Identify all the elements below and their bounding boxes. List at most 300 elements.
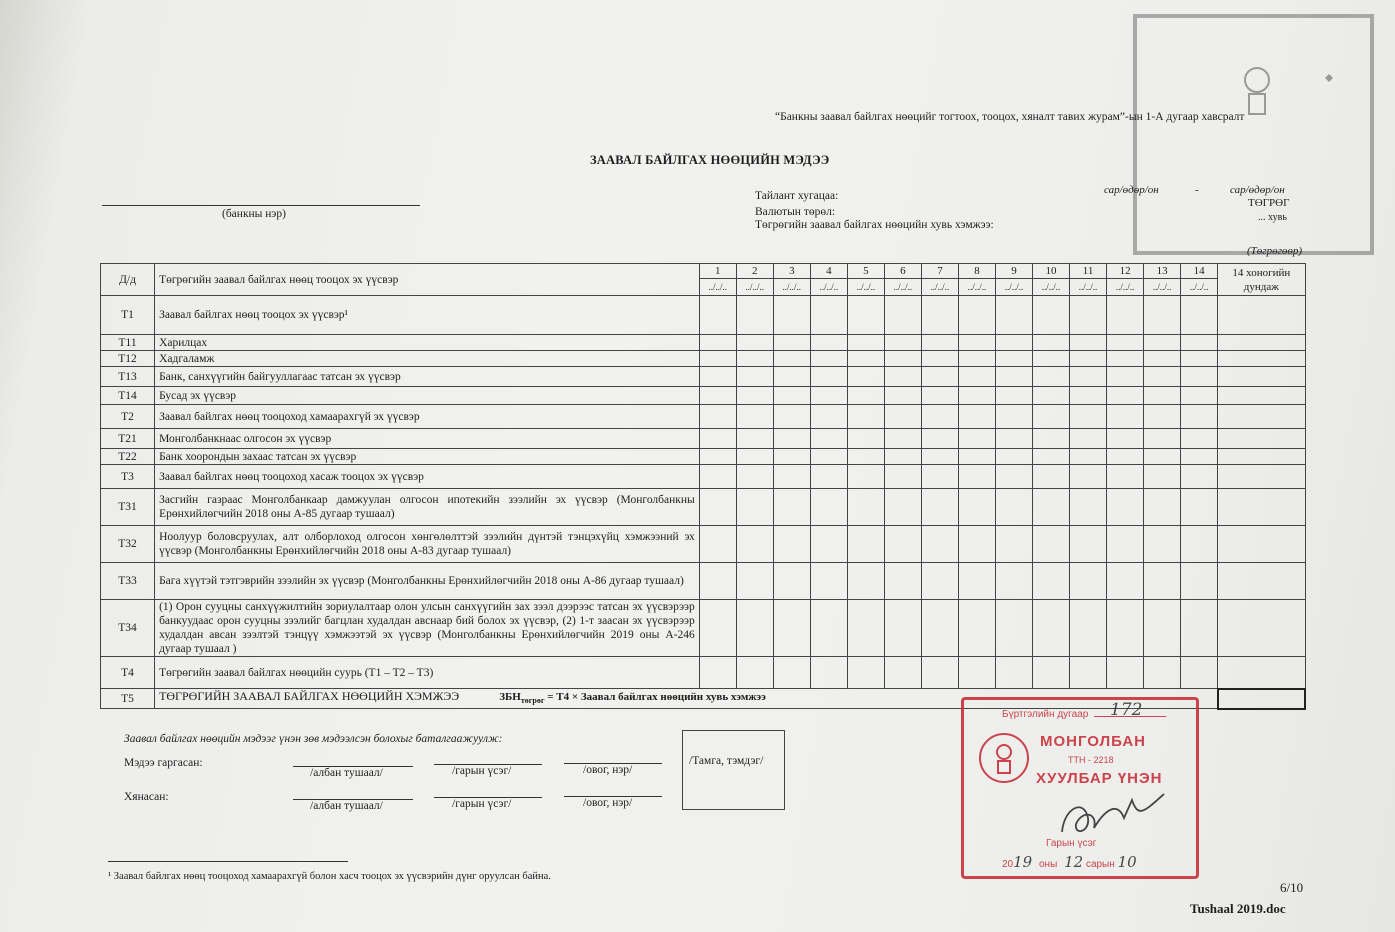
date-cell: ../../.. <box>810 279 847 296</box>
value-cell[interactable] <box>958 296 995 335</box>
value-cell[interactable] <box>1144 367 1181 387</box>
value-cell[interactable] <box>699 429 736 449</box>
value-cell[interactable] <box>699 387 736 405</box>
table-row <box>101 429 1306 449</box>
date-cell: ../../.. <box>1070 279 1107 296</box>
value-cell[interactable] <box>995 296 1032 335</box>
row-code: T34 <box>101 600 155 657</box>
emblem-icon <box>1137 18 1370 251</box>
value-cell[interactable] <box>958 489 995 526</box>
value-cell[interactable] <box>773 657 810 689</box>
value-cell[interactable] <box>1033 600 1070 657</box>
value-cell[interactable] <box>921 335 958 351</box>
value-cell[interactable] <box>810 657 847 689</box>
value-cell[interactable] <box>1033 367 1070 387</box>
value-cell[interactable] <box>1107 351 1144 367</box>
value-cell[interactable] <box>1107 489 1144 526</box>
value-cell[interactable] <box>773 563 810 600</box>
average-cell[interactable] <box>1218 449 1305 465</box>
day-header: 2 <box>736 264 773 279</box>
value-cell[interactable] <box>1107 387 1144 405</box>
value-cell[interactable] <box>958 335 995 351</box>
value-cell[interactable] <box>1181 600 1218 657</box>
value-cell[interactable] <box>1033 657 1070 689</box>
prepared-by-label: Мэдээ гаргасан: <box>124 757 203 769</box>
value-cell[interactable] <box>884 657 921 689</box>
value-cell[interactable] <box>884 489 921 526</box>
day-header: 4 <box>810 264 847 279</box>
value-cell[interactable] <box>1144 600 1181 657</box>
value-cell[interactable] <box>847 296 884 335</box>
value-cell[interactable] <box>699 367 736 387</box>
stamp-date: 2019 оны 12 сарын 10 <box>1002 853 1137 871</box>
reserve-table <box>100 263 1306 710</box>
value-cell[interactable] <box>884 405 921 429</box>
value-cell[interactable] <box>810 429 847 449</box>
prepared-name-caption: /овог, нэр/ <box>583 764 633 776</box>
value-cell[interactable] <box>773 600 810 657</box>
value-cell[interactable] <box>1181 449 1218 465</box>
value-cell[interactable] <box>921 296 958 335</box>
value-cell[interactable] <box>1033 429 1070 449</box>
value-cell[interactable] <box>1107 600 1144 657</box>
value-cell[interactable] <box>810 489 847 526</box>
value-cell[interactable] <box>1181 657 1218 689</box>
value-cell[interactable] <box>995 657 1032 689</box>
value-cell[interactable] <box>995 449 1032 465</box>
date-cell: ../../.. <box>1107 279 1144 296</box>
value-cell[interactable] <box>773 429 810 449</box>
date-cell: ../../.. <box>847 279 884 296</box>
row-label: Хадгаламж <box>155 351 700 367</box>
period-from: сар/өдөр/он <box>1104 184 1159 196</box>
day-header: 12 <box>1107 264 1144 279</box>
header-row-days <box>101 264 1306 279</box>
row-label: Заавал байлгах нөөц тооцох эх үүсвэр¹ <box>155 296 700 335</box>
value-cell[interactable] <box>995 351 1032 367</box>
table-row <box>101 351 1306 367</box>
total-title: ТӨГРӨГИЙН ЗААВАЛ БАЙЛГАХ НӨӨЦИЙН ХЭМЖЭЭ <box>159 689 460 703</box>
value-cell[interactable] <box>1033 465 1070 489</box>
day-header: 9 <box>995 264 1032 279</box>
value-cell[interactable] <box>1144 489 1181 526</box>
row-label: Ноолуур боловсруулах, алт олборлоход олгосон хөнгөлөлттэй зээлийн дүнтэй тэнцэхүйц хэмжээний эх үүсвэр (Монголбанкны Ерөнхийлөгчийн 2018 оны А-83 дугаар тушаал) <box>155 526 700 563</box>
value-cell[interactable] <box>736 429 773 449</box>
value-cell[interactable] <box>736 296 773 335</box>
value-cell[interactable] <box>847 405 884 429</box>
value-cell[interactable] <box>773 387 810 405</box>
row-label: Төгрөгийн заавал байлгах нөөцийн суурь (T1 – T2 – T3) <box>155 657 700 689</box>
value-cell[interactable] <box>995 405 1032 429</box>
value-cell[interactable] <box>810 563 847 600</box>
value-cell[interactable] <box>699 489 736 526</box>
value-cell[interactable] <box>736 449 773 465</box>
value-cell[interactable] <box>773 296 810 335</box>
value-cell[interactable] <box>884 563 921 600</box>
value-cell[interactable] <box>958 657 995 689</box>
value-cell[interactable] <box>1033 449 1070 465</box>
date-cell: ../../.. <box>736 279 773 296</box>
value-cell[interactable] <box>884 367 921 387</box>
value-cell[interactable] <box>995 600 1032 657</box>
value-cell[interactable] <box>699 335 736 351</box>
table-row <box>101 335 1306 351</box>
stamp-org-code: ТТН - 2218 <box>1068 755 1114 765</box>
value-cell[interactable] <box>995 429 1032 449</box>
row-code: T22 <box>101 449 155 465</box>
value-cell[interactable] <box>810 405 847 429</box>
value-cell[interactable] <box>1107 367 1144 387</box>
certified-copy-stamp <box>961 697 1199 879</box>
value-cell[interactable] <box>1144 351 1181 367</box>
value-cell[interactable] <box>1033 489 1070 526</box>
value-cell[interactable] <box>921 429 958 449</box>
average-cell[interactable] <box>1218 387 1305 405</box>
value-cell[interactable] <box>773 449 810 465</box>
value-cell[interactable] <box>1181 296 1218 335</box>
value-cell[interactable] <box>847 563 884 600</box>
value-cell[interactable] <box>958 563 995 600</box>
value-cell[interactable] <box>1107 335 1144 351</box>
value-cell[interactable] <box>810 296 847 335</box>
value-cell[interactable] <box>1181 526 1218 563</box>
value-cell[interactable] <box>1144 657 1181 689</box>
stamp-reg-label: Бүртгэлийн дугаар <box>1002 709 1089 720</box>
approved-by-label: Хянасан: <box>124 791 169 803</box>
average-cell[interactable] <box>1218 526 1305 563</box>
value-cell[interactable] <box>1070 600 1107 657</box>
date-cell: ../../.. <box>1181 279 1218 296</box>
average-cell[interactable] <box>1218 563 1305 600</box>
value-cell[interactable] <box>773 489 810 526</box>
value-cell[interactable] <box>921 600 958 657</box>
value-cell[interactable] <box>1181 405 1218 429</box>
value-cell[interactable] <box>1070 526 1107 563</box>
value-cell[interactable] <box>1033 563 1070 600</box>
average-cell[interactable] <box>1218 600 1305 657</box>
date-cell: ../../.. <box>699 279 736 296</box>
value-cell[interactable] <box>1107 429 1144 449</box>
value-cell[interactable] <box>995 563 1032 600</box>
table-row <box>101 296 1306 335</box>
average-cell[interactable] <box>1218 335 1305 351</box>
value-cell[interactable] <box>958 429 995 449</box>
value-cell[interactable] <box>884 296 921 335</box>
value-cell[interactable] <box>1070 335 1107 351</box>
date-cell: ../../.. <box>884 279 921 296</box>
value-cell[interactable] <box>995 526 1032 563</box>
value-cell[interactable] <box>736 405 773 429</box>
value-cell[interactable] <box>921 657 958 689</box>
total-formula: $ЗБН_{төгрөг} = T4$ × Заавал байлгах нөөцийн хувь хэмжээ <box>499 691 766 706</box>
value-cell[interactable] <box>1144 465 1181 489</box>
value-cell[interactable] <box>847 351 884 367</box>
bank-name-line <box>102 205 420 206</box>
day-header: 11 <box>1070 264 1107 279</box>
value-cell[interactable] <box>958 405 995 429</box>
value-cell[interactable] <box>921 405 958 429</box>
day-header: 10 <box>1033 264 1070 279</box>
value-cell[interactable] <box>1181 351 1218 367</box>
value-cell[interactable] <box>810 600 847 657</box>
date-cell: ../../.. <box>1144 279 1181 296</box>
value-cell[interactable] <box>736 465 773 489</box>
row-code: T3 <box>101 465 155 489</box>
stamp-certified-text: ХУУЛБАР ҮНЭН <box>1036 770 1163 787</box>
value-cell[interactable] <box>1070 563 1107 600</box>
value-cell[interactable] <box>847 465 884 489</box>
value-cell[interactable] <box>884 449 921 465</box>
table-row <box>101 465 1306 489</box>
row-code: T33 <box>101 563 155 600</box>
row-code: T21 <box>101 429 155 449</box>
value-cell[interactable] <box>1107 657 1144 689</box>
value-cell[interactable] <box>773 335 810 351</box>
value-cell[interactable] <box>699 526 736 563</box>
period-label: Тайлант хугацаа: <box>755 190 839 202</box>
average-cell[interactable] <box>1218 657 1305 689</box>
footnote: ¹ Заавал байлгах нөөц тооцоход хамаарахгүй болон хасч тооцох эх үүсвэрийн дүнг оруулсан байна. <box>108 871 551 882</box>
average-cell[interactable] <box>1218 429 1305 449</box>
value-cell[interactable] <box>958 351 995 367</box>
value-cell[interactable] <box>995 387 1032 405</box>
value-cell[interactable] <box>995 335 1032 351</box>
row-label: Бусад эх үүсвэр <box>155 387 700 405</box>
value-cell[interactable] <box>1070 351 1107 367</box>
value-cell[interactable] <box>1070 657 1107 689</box>
value-cell[interactable] <box>736 367 773 387</box>
row-label: Засгийн газраас Монголбанкаар дамжуулан олгосон ипотекийн зээлийн эх үүсвэр (Монголбанкны Ерөнхийлөгчийн 2018 оны А-85 дугаар тушаал) <box>155 489 700 526</box>
value-cell[interactable] <box>1070 465 1107 489</box>
value-cell[interactable] <box>736 563 773 600</box>
value-cell[interactable] <box>1107 563 1144 600</box>
value-cell[interactable] <box>699 296 736 335</box>
value-cell[interactable] <box>1181 563 1218 600</box>
value-cell[interactable] <box>699 449 736 465</box>
row-label: Харилцах <box>155 335 700 351</box>
value-cell[interactable] <box>995 489 1032 526</box>
value-cell[interactable] <box>1033 405 1070 429</box>
table-row <box>101 657 1306 689</box>
value-cell[interactable] <box>847 600 884 657</box>
value-cell[interactable] <box>773 526 810 563</box>
value-cell[interactable] <box>921 465 958 489</box>
stamp-reg-line <box>1094 716 1166 717</box>
value-cell[interactable] <box>921 387 958 405</box>
value-cell[interactable] <box>1107 465 1144 489</box>
value-cell[interactable] <box>1181 387 1218 405</box>
value-cell[interactable] <box>699 465 736 489</box>
ratio-label: Төгрөгийн заавал байлгах нөөцийн хувь хэмжээ: <box>755 219 994 231</box>
appendix-reference: “Банкны заавал байлгах нөөцийг тогтоох, тооцох, хяналт тавих журам”-ын 1-А дугаар хавсралт <box>775 111 1245 123</box>
value-cell[interactable] <box>847 526 884 563</box>
value-cell[interactable] <box>1181 429 1218 449</box>
value-cell[interactable] <box>847 335 884 351</box>
value-cell[interactable] <box>884 465 921 489</box>
stamp-org-name: МОНГОЛБАН <box>1040 733 1146 750</box>
value-cell[interactable] <box>810 351 847 367</box>
average-cell[interactable] <box>1218 351 1305 367</box>
value-cell[interactable] <box>958 526 995 563</box>
value-cell[interactable] <box>1070 387 1107 405</box>
row-label: Бага хүүтэй тэтгэврийн зээлийн эх үүсвэр (Монголбанкны Ерөнхийлөгчийн 2018 оны А-86 дугаар тушаал) <box>155 563 700 600</box>
value-cell[interactable] <box>773 405 810 429</box>
value-cell[interactable] <box>1144 387 1181 405</box>
value-cell[interactable] <box>995 367 1032 387</box>
seal-box <box>682 730 785 810</box>
value-cell[interactable] <box>699 600 736 657</box>
value-cell[interactable] <box>1070 429 1107 449</box>
value-cell[interactable] <box>921 489 958 526</box>
value-cell[interactable] <box>884 526 921 563</box>
table-row <box>101 526 1306 563</box>
value-cell[interactable] <box>1181 335 1218 351</box>
value-cell[interactable] <box>773 367 810 387</box>
value-cell[interactable] <box>736 657 773 689</box>
table-row <box>101 489 1306 526</box>
value-cell[interactable] <box>1070 449 1107 465</box>
average-header: 14 хоногийн дундаж <box>1218 264 1305 296</box>
row-label: Заавал байлгах нөөц тооцоход хамаарахгүй эх үүсвэр <box>155 405 700 429</box>
percent-value: ... хувь <box>1258 212 1287 223</box>
value-cell[interactable] <box>810 465 847 489</box>
value-cell[interactable] <box>736 387 773 405</box>
day-header: 13 <box>1144 264 1181 279</box>
approved-name-caption: /овог, нэр/ <box>583 797 633 809</box>
value-cell[interactable] <box>1181 489 1218 526</box>
table-row <box>101 563 1306 600</box>
value-cell[interactable] <box>995 465 1032 489</box>
value-cell[interactable] <box>958 449 995 465</box>
average-cell[interactable] <box>1218 296 1305 335</box>
table-row <box>101 449 1306 465</box>
value-cell[interactable] <box>1107 405 1144 429</box>
file-name: Tushaal 2019.doc <box>1190 901 1286 916</box>
row-code: T1 <box>101 296 155 335</box>
bank-name-caption: (банкны нэр) <box>222 208 286 220</box>
date-cell: ../../.. <box>995 279 1032 296</box>
value-cell[interactable] <box>699 405 736 429</box>
value-cell[interactable] <box>1144 526 1181 563</box>
value-cell[interactable] <box>1144 405 1181 429</box>
row-label: Монголбанкнаас олгосон эх үүсвэр <box>155 429 700 449</box>
value-cell[interactable] <box>699 351 736 367</box>
row-code: T5 <box>101 689 155 709</box>
value-cell[interactable] <box>1144 429 1181 449</box>
seal-caption: /Тамга, тэмдэг/ <box>689 755 764 767</box>
value-cell[interactable] <box>736 335 773 351</box>
value-cell[interactable] <box>1033 526 1070 563</box>
value-cell[interactable] <box>736 600 773 657</box>
value-cell[interactable] <box>884 600 921 657</box>
value-cell[interactable] <box>699 657 736 689</box>
value-cell[interactable] <box>699 563 736 600</box>
value-cell[interactable] <box>847 429 884 449</box>
average-cell[interactable] <box>1218 405 1305 429</box>
value-cell[interactable] <box>847 449 884 465</box>
period-to: сар/өдөр/он <box>1230 184 1285 196</box>
value-cell[interactable] <box>884 429 921 449</box>
value-cell[interactable] <box>958 387 995 405</box>
value-cell[interactable] <box>921 367 958 387</box>
footnote-separator <box>108 861 348 862</box>
value-cell[interactable] <box>884 335 921 351</box>
stamp-reg-number: 172 <box>1110 700 1143 720</box>
value-cell[interactable] <box>921 449 958 465</box>
currency-label: Валютын төрөл: <box>755 206 836 218</box>
value-cell[interactable] <box>1033 351 1070 367</box>
value-cell[interactable] <box>810 449 847 465</box>
row-code: T11 <box>101 335 155 351</box>
day-header: 14 <box>1181 264 1218 279</box>
value-cell[interactable] <box>958 367 995 387</box>
col-no-header: Д/д <box>101 264 155 296</box>
value-cell[interactable] <box>773 351 810 367</box>
value-cell[interactable] <box>884 387 921 405</box>
value-cell[interactable] <box>810 367 847 387</box>
value-cell[interactable] <box>810 387 847 405</box>
table-row <box>101 367 1306 387</box>
day-header: 5 <box>847 264 884 279</box>
average-cell[interactable] <box>1218 489 1305 526</box>
value-cell[interactable] <box>847 367 884 387</box>
value-cell[interactable] <box>847 387 884 405</box>
stamp-sign-label: Гарын үсэг <box>1046 838 1097 849</box>
average-cell[interactable] <box>1218 465 1305 489</box>
value-cell[interactable] <box>1107 296 1144 335</box>
average-cell[interactable] <box>1218 367 1305 387</box>
row-code: T13 <box>101 367 155 387</box>
value-cell[interactable] <box>1070 405 1107 429</box>
value-cell[interactable] <box>958 600 995 657</box>
value-cell[interactable] <box>1181 367 1218 387</box>
total-average-cell[interactable] <box>1218 689 1305 709</box>
value-cell[interactable] <box>921 563 958 600</box>
value-cell[interactable] <box>736 489 773 526</box>
value-cell[interactable] <box>1070 489 1107 526</box>
value-cell[interactable] <box>810 526 847 563</box>
value-cell[interactable] <box>773 465 810 489</box>
value-cell[interactable] <box>736 351 773 367</box>
value-cell[interactable] <box>810 335 847 351</box>
value-cell[interactable] <box>921 351 958 367</box>
value-cell[interactable] <box>884 351 921 367</box>
value-cell[interactable] <box>847 657 884 689</box>
value-cell[interactable] <box>1144 296 1181 335</box>
row-code: T31 <box>101 489 155 526</box>
value-cell[interactable] <box>1033 387 1070 405</box>
date-cell: ../../.. <box>773 279 810 296</box>
value-cell[interactable] <box>1181 465 1218 489</box>
value-cell[interactable] <box>1144 563 1181 600</box>
value-cell[interactable] <box>1107 526 1144 563</box>
col-source-header: Төгрөгийн заавал байлгах нөөц тооцох эх үүсвэр <box>155 264 700 296</box>
value-cell[interactable] <box>736 526 773 563</box>
value-cell[interactable] <box>1107 449 1144 465</box>
page-number: 6/10 <box>1280 880 1304 895</box>
value-cell[interactable] <box>1033 335 1070 351</box>
value-cell[interactable] <box>1070 296 1107 335</box>
value-cell[interactable] <box>958 465 995 489</box>
value-cell[interactable] <box>1144 335 1181 351</box>
value-cell[interactable] <box>1144 449 1181 465</box>
gray-stamp <box>1133 14 1374 255</box>
value-cell[interactable] <box>1033 296 1070 335</box>
value-cell[interactable] <box>847 489 884 526</box>
value-cell[interactable] <box>921 526 958 563</box>
value-cell[interactable] <box>1070 367 1107 387</box>
confirmation-note: Заавал байлгах нөөцийн мэдээг үнэн зөв мэдээлсэн болохыг баталгаажуулж: <box>124 733 503 745</box>
